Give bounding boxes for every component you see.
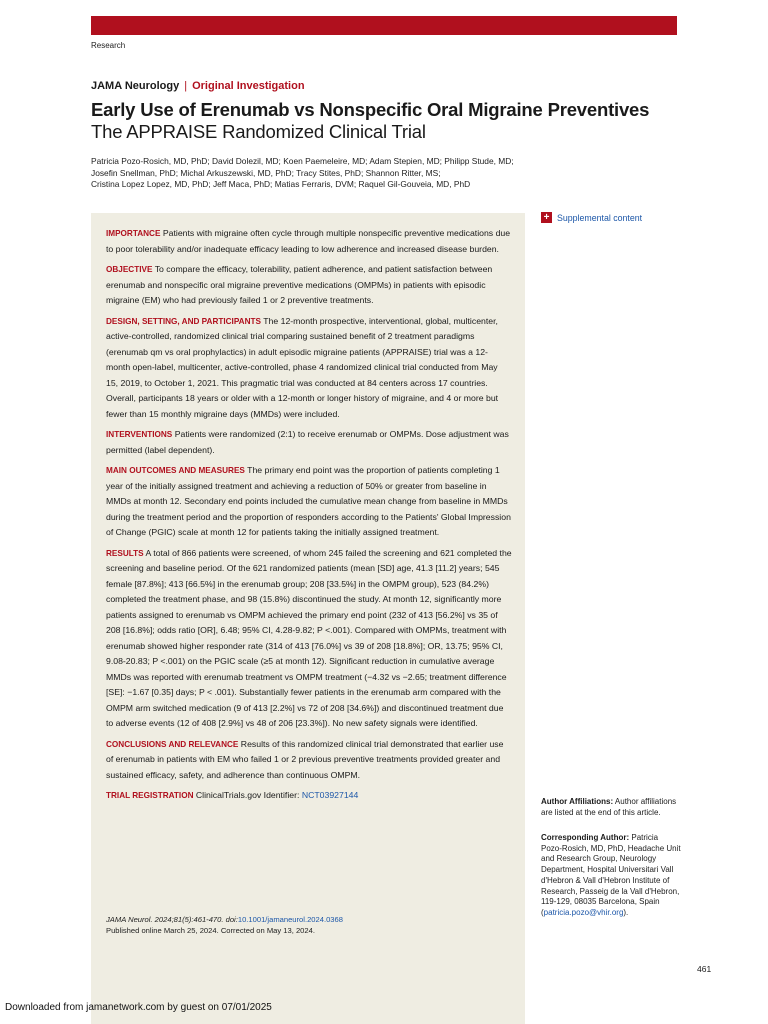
section-text: A total of 866 patients were screened, of whom 245 failed the screening and 621 completed the screening and baseline period. Of the 621 randomized patients (mean [SD] age, 41.3 [11.2] years; 545 female [87.8%]; 413 [66.5%] in the erenumab group; 208 [33.5%] in the OMPM group), 523 (84.2%) completed the treatment phase, and 98 (15.8%) discontinued the study. At month 12, significantly more patients assigned to erenumab vs OMPM achieved the primary end point (232 of 413 [56.2%] vs 35 of 208 [16.8%]; odds ratio [OR], 6.48; 95% CI, 4.28-9.82; P <.001). Compared with OMPMs, treatment with erenumab showed higher responder rate (314 of 413 [76.0%] vs 39 of 208 [18.8%]; OR, 13.75; 95% CI, 9.08-20.83; P <.001) on the PGIC scale (≥5 at month 12). Significant reduction in cumulative average MMDs was reported with erenumab treatment vs OMPM treatment (−4.32 vs −2.65; treatment difference [SE]: −1.67 [0.35] days; P < .001). Substantially fewer patients in the erenumab arm compared with the OMPM arm switched medication (9 of 413 [2.2%] vs 72 of 208 [34.6%]) and discontinued treatment due to adverse events (12 of 408 [2.9%] vs 48 of 206 [23.3%]). No new safety signals were identified. [106, 547, 512, 728]
corresponding-head: Corresponding Author: [541, 833, 630, 842]
author-list [91, 156, 611, 191]
doi-link[interactable]: 10.1001/jamaneurol.2024.0368 [237, 915, 343, 924]
section-text: Patients were randomized (2:1) to receive erenumab or OMPMs. Dose adjustment was permitted (label dependent). [106, 429, 509, 455]
page-number: 461 [697, 964, 712, 974]
section-text: The primary end point was the proportion of patients completing 1 year of the initially assigned treatment and achieving a reduction of 50% or greater from baseline in MMDs at month 12. Secondary end points included the cumulative mean change from baseline in MMDs during the treatment period and the proportion of responders according to the Patients' Global Impression of Change (PGIC) scale at month 12 for patients taking the initially assigned treatment. [106, 465, 511, 537]
section-head: TRIAL REGISTRATION [106, 791, 194, 800]
section-head: RESULTS [106, 548, 144, 558]
separator: | [184, 80, 188, 92]
abstract-results [106, 546, 512, 732]
abstract-importance [106, 226, 512, 257]
header-bar [91, 16, 677, 35]
citation-text: JAMA Neurol. 2024;81(5):461-470. doi: [106, 915, 238, 924]
download-note: Downloaded from jamanetwork.com by guest on 07/01/2025 [5, 1002, 272, 1013]
section-head: INTERVENTIONS [106, 430, 173, 439]
section-head: MAIN OUTCOMES AND MEASURES [106, 466, 245, 475]
citation [106, 915, 506, 936]
journal-name: JAMA Neurology [91, 80, 180, 92]
section-text: Patients with migraine often cycle through multiple nonspecific preventive medications due to poor tolerability and/or inadequate efficacy leading to low adherence and increased disease burden. [106, 228, 511, 254]
section-text: Results of this randomized clinical trial demonstrated that earlier use of erenumab in patients with EM who failed 1 or 2 previous preventive treatments provided greater and sustained efficacy, safety, and adherence than continuous OMPM. [106, 738, 504, 780]
citation-line [106, 915, 506, 926]
corresponding-close: ). [623, 907, 629, 917]
section-head: OBJECTIVE [106, 265, 153, 274]
abstract [106, 226, 512, 809]
supplemental-label: Supplemental content [557, 212, 643, 223]
article-type: Original Investigation [192, 80, 305, 92]
section-text: ClinicalTrials.gov Identifier: [195, 790, 300, 800]
section-label: Research [91, 41, 126, 50]
email-link[interactable]: patricia.pozo@vhir.org [543, 907, 624, 917]
section-head: DESIGN, SETTING, AND PARTICIPANTS [106, 316, 261, 326]
corresponding-author [541, 833, 681, 919]
abstract-interventions [106, 427, 512, 458]
supplemental-content-link[interactable] [541, 212, 642, 223]
affiliations-head: Author Affiliations: [541, 797, 614, 806]
abstract-outcomes [106, 463, 512, 541]
section-text: The 12-month prospective, interventional, global, multicenter, active-controlled, randomized clinical trial comparing sustained benefit of 2 treatment paradigms (erenumab qm vs oral prophylactics) in adult episodic migraine patients (APPRAISE) trial was a 12-month open-label, multicenter, active-controlled, phase 4 randomized clinical trial conducted from May 15, 2019, to October 1, 2021. This pragmatic trial was conducted at 84 centers across 17 countries. Overall, participants 18 years or older with a 12-month or longer history of migraine, and 4 or more but fewer than 15 monthly migraine days (MMDs) were included. [106, 315, 499, 419]
abstract-conclusions [106, 737, 512, 784]
author-line: Cristina Lopez Lopez, MD, PhD; Jeff Maca, PhD; Matias Ferraris, DVM; Raquel Gil-Gouveia, MD, PhD [91, 179, 471, 189]
section-head: IMPORTANCE [106, 229, 161, 238]
author-line: Josefin Snellman, PhD; Michal Arkuszewski, MD, PhD; Tracy Stites, PhD; Shannon Ritter, MS; [91, 167, 441, 178]
section-head: CONCLUSIONS AND RELEVANCE [106, 739, 239, 749]
article-title: Early Use of Erenumab vs Nonspecific Oral Migraine Preventives [91, 99, 650, 120]
article-subtitle: The APPRAISE Randomized Clinical Trial [91, 121, 426, 142]
plus-icon: + [541, 212, 552, 223]
section-text: To compare the efficacy, tolerability, patient adherence, and patient satisfaction between erenumab and nonspecific oral migraine preventive medications (OMPMs) in patients with episodic migraine (EM) who had previously failed 1 or 2 preventive treatments. [106, 264, 493, 305]
author-affiliations [541, 797, 681, 818]
abstract-objective [106, 262, 512, 309]
journal-line [91, 80, 305, 92]
corresponding-text: Patricia Pozo-Rosich, MD, PhD, Headache Unit and Research Group, Neurology Department, Hospital Universitari Vall d'Hebron & Vall d'Hebron Institute of Research, Passeig de la Vall d'Hebron, 119-129, 08035 Barcelona, Spain ( [541, 833, 681, 917]
abstract-design [106, 314, 512, 423]
trial-registration-link[interactable]: NCT03927144 [301, 790, 359, 800]
author-line: Patricia Pozo-Rosich, MD, PhD; David Dolezil, MD; Koen Paemeleire, MD; Adam Stepien, MD; Philipp Stude, MD; [91, 156, 514, 166]
publication-date: Published online March 25, 2024. Corrected on May 13, 2024. [106, 925, 315, 935]
affiliations-text: Author affiliations are listed at the end of this article. [541, 797, 677, 817]
abstract-registration [106, 788, 512, 804]
